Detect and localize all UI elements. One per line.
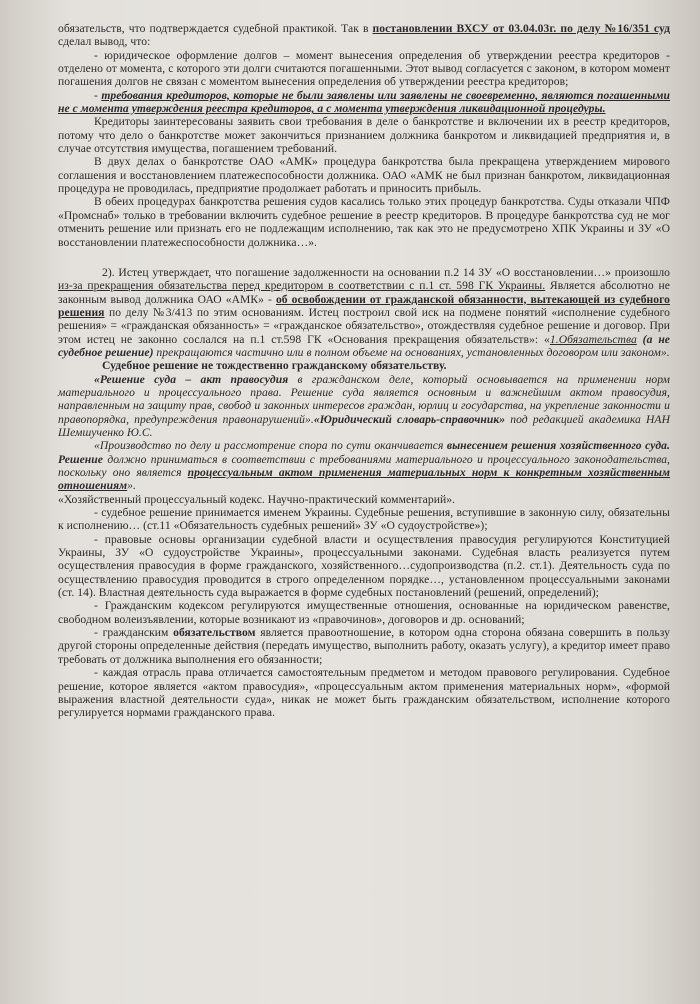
paragraph-intro: обязательств, что подтверждается судебной практикой. Так в постановлении ВХСУ от 03.04.03г. по делу №16/351 суд сделал вывод, что: <box>58 22 670 49</box>
paragraph-both-procedures: В обеих процедурах банкротства решения судов касались только этих процедур банкротства. Суды отказали ЧПФ «Промснаб» только в требовании включить судебное решение в реестр кредиторов. В процедуре банкротства суд не мог отменить решение или признать его не подлежащим исполнению, так как это не предусмотрено ХПК Украины и ЗУ «О восстановлении платежеспособности должника…». <box>58 195 670 249</box>
spacer <box>58 249 670 266</box>
emphasis-claims: требования кредиторов, которые не были заявлены или заявлены не своевременно, являются погашенными не с момента утверждения реестра кредиторов, а с момента утверждения ликвидационной процедуры. <box>58 88 671 116</box>
bullet-judgment-binding: - судебное решение принимается именем Украины. Судебные решения, вступившие в законную силу, обязательны к исполнению… (ст.11 «Обязательность судебных решений» ЗУ «О судоустройстве»); <box>58 506 670 533</box>
paragraph-two-cases: В двух делах о банкротстве ОАО «АМК» процедура банкротства была прекращена утверждением мирового соглашения и восстановлением платежеспособности должника. ОАО «АМК не был признан банкротом, ликвидационная процедура не проводилась, предприятие продолжает работать и приносить прибыль. <box>58 155 670 196</box>
bullet-legal-basis: - правовые основы организации судебной власти и осуществления правосудия регулируются Конституцией Украины, ЗУ «О судоустройстве Украины», процессуальными законами. Судебная власть реализуется путем осуществления правосудия в форме гражданского, хозяйственного…судопроизводства (п.2. ст.1). Деятельность суда по осуществлению правосудия проводится в строго определенном порядке…, установленном процессуальными законами (ст. 14). Властная деятельность суда выражается в форме судебных постановлений (решений, определений); <box>58 532 670 600</box>
bullet-civil-code: - Гражданским кодексом регулируются имущественные отношения, основанные на юридическом равенстве, свободном волеизъявлении, которые возникают из «правочинов», договоров и др. оснований; <box>58 599 670 626</box>
bullet-branch-of-law: - каждая отрасль права отличается самостоятельным предметом и методом правового регулирования. Судебное решение, которое является «актом правосудия», «процессуальным актом применения материальных норм», «формой выражения властной деятельности суда», никак не может быть гражданским обязательством, исполнение которого регулируется нормами гражданского права. <box>58 666 670 720</box>
section-heading: Судебное решение не тождественно гражданскому обязательству. <box>102 359 447 373</box>
bullet-civil-obligation: - гражданским обязательством является правоотношение, в котором одна сторона обязана совершить в пользу другой стороны определенные действия (передать имущество, выполнить работу, оказать услугу), а кредитор имеет право требовать от должника выполнения его обязанности; <box>58 626 670 666</box>
document-text <box>58 22 670 720</box>
paragraph-proceedings: «Производство по делу и рассмотрение спора по сути оканчивается вынесением решения хозяйственного суда. Решение должно приниматься в соответствии с требованиями материального и процессуального законодательства, поскольку оно является процессуальным актом применения материальных норм к конкретным хозяйственным отношениям». <box>58 439 670 493</box>
paragraph-court-decision-definition: «Решение суда – акт правосудия в гражданском деле, который основывается на применении норм материального и процессуального права. Решение суда является основным и важнейшим актом правосудия, направленным на защиту прав, свобод и законных интересов граждан, юрлиц и государства, на укрепление законности и правопорядка, предупреждения правонарушений».«Юридический словарь-справочник» под редакцией академика НАН Шемшученко Ю.С. <box>58 372 671 439</box>
paragraph-creditor-claims: - требования кредиторов, которые не были заявлены или заявлены не своевременно, являются погашенными не с момента утверждения реестра кредиторов, а с момента утверждения ликвидационной процедуры. <box>58 88 671 116</box>
citation-commentary: «Хозяйственный процессуальный кодекс. Научно-практический комментарий». <box>58 492 456 506</box>
court-ruling-reference: постановлении ВХСУ от 03.04.03г. по делу №16/351 суд <box>372 22 670 35</box>
paragraph-creditors-interest: Кредиторы заинтересованы заявить свои требования в деле о банкротстве и включении их в реестр кредиторов, потому что дело о банкротстве может закончиться признанием должника банкротом и ликвидацией предприятия и, в случае отсутствия имущества, погашением требований. <box>58 115 670 156</box>
paragraph-point-2: 2). Истец утверждает, что погашение задолженности на основании п.2 14 ЗУ «О восстановлении…» произошло из-за прекращения обязательства перед кредитором в соответствии с п.1 ст. 598 ГК Украины. Является абсолютно не законным вывод должника ОАО «АМК» - об освобождении от гражданской обязанности, вытекающей из судебного решения по делу №3/413 по этим основаниям. Истец построил свой иск на подмене понятий «исполнение судебного решения» = «гражданская обязанность» = «гражданское обязательство», отождествляя судебное решение и договор. При этом истец не законно сослался на п.1 ст.598 ГК «Основания прекращения обязательств»: «1.Обязательства (а не судебное решение) прекращаются частично или в полном объеме на основаниях, установленных договором или законом». <box>58 265 670 359</box>
paragraph-debts: - юридическое оформление долгов – момент вынесения определения об утверждении реестра кредиторов - отделено от момента, с которого эти долги считаются погашенными. Этот вывод согласуется с законом, в котором момент погашения долгов не связан с моментом вынесения определения об утверждении реестра кредиторов; <box>58 48 670 89</box>
